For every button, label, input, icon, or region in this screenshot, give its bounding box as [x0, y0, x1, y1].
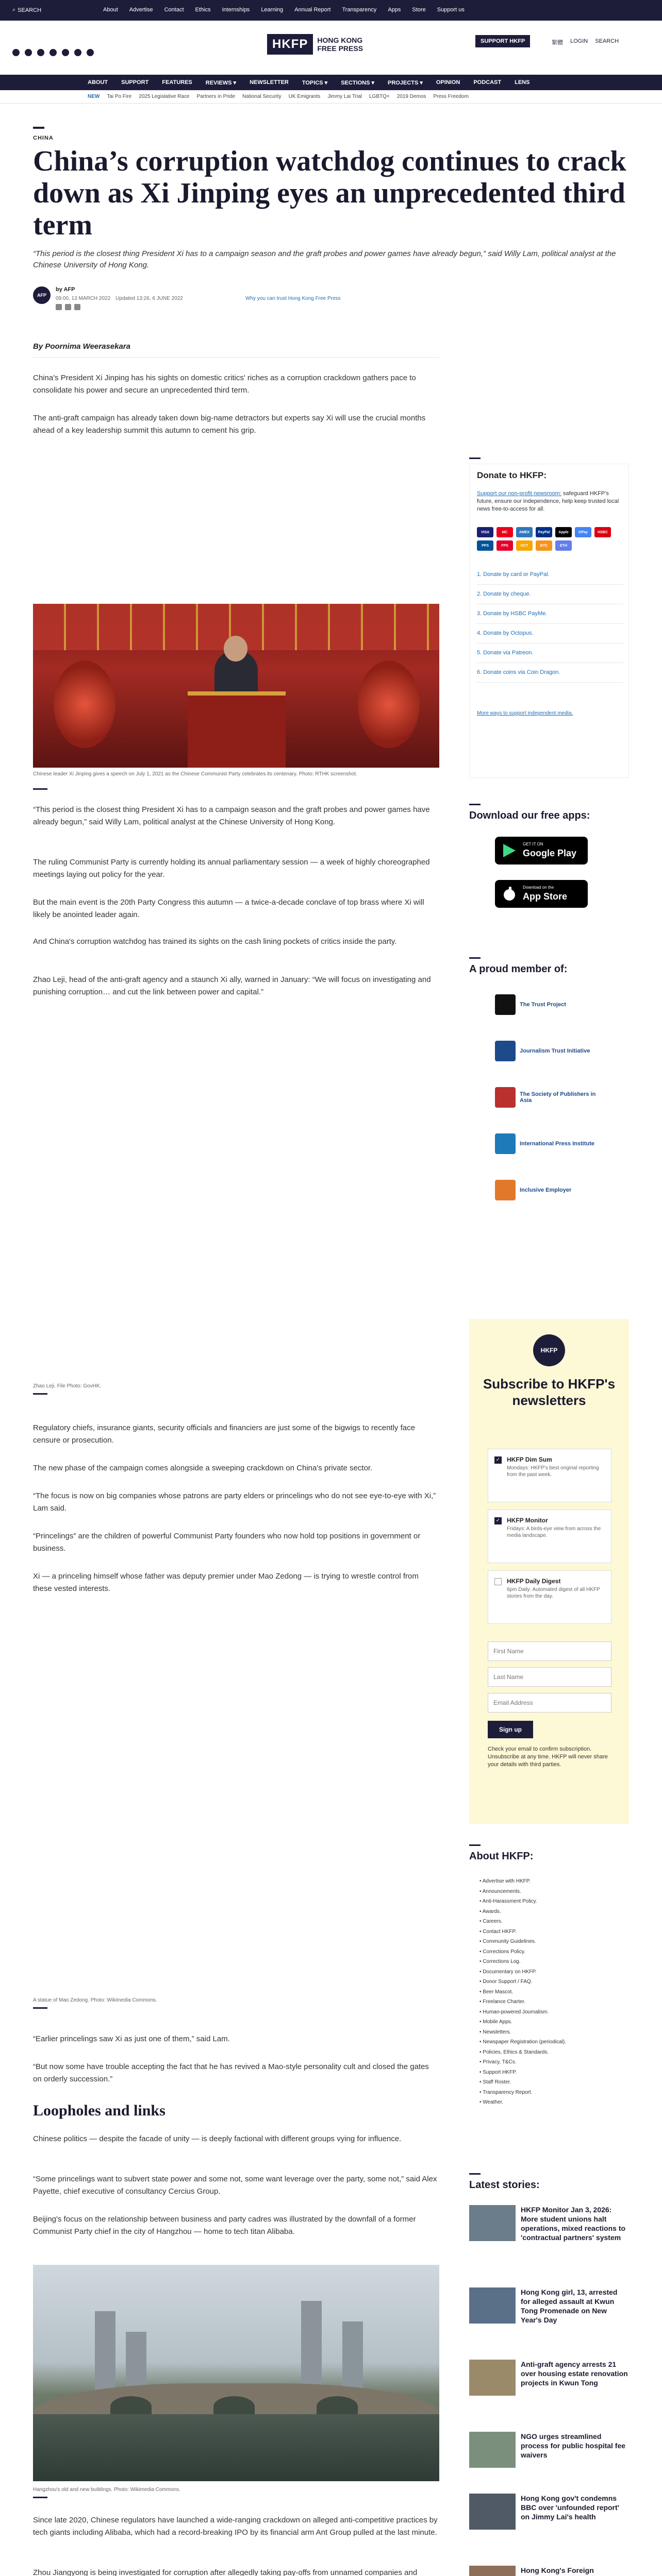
nav-item[interactable]: SECTIONS ▾ [341, 80, 374, 86]
donate-option[interactable]: 3. Donate by HSBC PayMe. [477, 604, 623, 624]
top-link[interactable]: Advertise [129, 7, 153, 13]
paragraph: Since late 2020, Chinese regulators have launched a wide-ranging crackdown on alleged anti-competitive practices by tech giants including Alibaba, which had a record-breaking IPO by its financial arm Ant Group pulled at the last minute. [33, 2516, 438, 2537]
paragraph: “Earlier princelings saw Xi as just one of them,” said Lam. [33, 2035, 230, 2043]
newsletter-option-monitor[interactable]: ✓ HKFP Monitor Fridays: A birds-eye view from across the media landscape. [488, 1510, 611, 1563]
top-link[interactable]: Store [412, 7, 426, 13]
signup-button[interactable]: Sign up [488, 1721, 533, 1738]
author-avatar[interactable]: AFP [33, 286, 51, 304]
top-link[interactable]: Annual Report [294, 7, 331, 13]
search-icon: ⌕ [12, 7, 16, 13]
payment-method-icon: BTC [536, 540, 552, 551]
about-link[interactable]: • Corrections Log. [479, 1957, 624, 1967]
story-thumbnail [469, 2494, 516, 2530]
payment-method-icon: PayPal [536, 527, 552, 537]
subnav-item[interactable]: National Security [242, 94, 282, 99]
top-link[interactable]: Support us [437, 7, 465, 13]
google-play-big: Google Play [523, 848, 577, 858]
instagram-icon[interactable] [37, 49, 44, 56]
paragraph: Beijing's focus on the relationship between business and party cadres was illustrated by the downfall of a former Communist Party chief in the city of Hangzhou — home to tech titan Alibaba. [33, 2215, 416, 2236]
about-link[interactable]: • Awards. [479, 1907, 624, 1917]
about-link[interactable]: • Human-powered Journalism. [479, 2007, 624, 2018]
story-thumbnail [469, 2287, 516, 2324]
photo-caption: Chinese leader Xi Jinping gives a speech on July 1, 2021 as the Chinese Communist Party celebrates its centenary. Photo: RTHK screenshot. [33, 771, 357, 777]
photo-caption: A statue of Mao Zedong. Photo: Wikimedia Commons. [33, 1997, 157, 2003]
latest-story[interactable]: Hong Kong gov't condemns BBC over 'unfounded report' on Jimmy Lai's health [469, 2494, 629, 2540]
main-nav-list [88, 79, 529, 86]
about-link[interactable]: • Support HKFP. [479, 2067, 624, 2078]
masthead [0, 21, 662, 75]
facebook-icon[interactable] [25, 49, 32, 56]
payment-method-icon: OCT [516, 540, 533, 551]
payment-method-icon: VISA [477, 527, 493, 537]
payment-method-icon: ETH [555, 540, 572, 551]
newsletter-title: Subscribe to HKFP's newsletters [483, 1376, 616, 1408]
logo-text [317, 36, 363, 53]
about-title: About HKFP: [469, 1851, 534, 1862]
caption-separator [33, 1393, 47, 1395]
share-icons [56, 304, 80, 310]
subnav-new-label: NEW [88, 94, 100, 99]
google-play-button[interactable] [495, 837, 588, 865]
hangzhou-photo [33, 2265, 439, 2481]
donate-box [469, 464, 629, 778]
subnav-item[interactable]: 2019 Demos [396, 94, 426, 99]
app-store-button[interactable] [495, 880, 588, 908]
paragraph: Zhao Leji, head of the anti-graft agency and a staunch Xi ally, warned in January: “We will focus on investigating and punishing corruption… and cut the link between power and capital.” [33, 975, 431, 996]
logo-line2: FREE PRESS [317, 44, 363, 53]
about-link[interactable]: • Contact HKFP. [479, 1927, 624, 1937]
story-thumbnail [469, 2360, 516, 2396]
member-inclusive-employer[interactable]: Inclusive Employer [495, 1180, 598, 1200]
latest-stories-title: Latest stories: [469, 2179, 540, 2191]
newsletter-note: Check your email to confirm subscription. Unsubscribe at any time. HKFP will never share your details with third parties. [488, 1746, 608, 1768]
subnav-item[interactable]: Press Freedom [433, 94, 469, 99]
caption-separator [33, 2497, 47, 2498]
payment-methods [477, 527, 623, 551]
subnav-item[interactable]: Jimmy Lai Trial [327, 94, 362, 99]
about-link[interactable]: • Documentary on HKFP. [479, 1967, 624, 1977]
top-link[interactable]: Ethics [195, 7, 211, 13]
subnav-item[interactable]: Tai Po Fire [107, 94, 132, 99]
trust-link[interactable]: Why you can trust Hong Kong Free Press [245, 296, 341, 301]
logo-box: HKFP [267, 34, 313, 55]
subnav-item[interactable]: 2025 Legislative Race [139, 94, 190, 99]
donate-option[interactable]: 6. Donate coins via Coin Dragon. [477, 663, 623, 683]
topic-subnav [0, 90, 662, 104]
section-heading: Loopholes and links [33, 2102, 166, 2119]
checkbox-unchecked-icon[interactable] [494, 1578, 502, 1585]
newsletter-option-digest[interactable]: HKFP Daily Digest 6pm Daily: Automated digest of all HKFP stories from the day. [488, 1570, 611, 1624]
article-headline: China’s corruption watchdog continues to crack down as Xi Jinping eyes an unprecedented third term [33, 145, 626, 241]
about-link[interactable]: • Mobile Apps. [479, 2017, 624, 2027]
google-play-icon [502, 843, 517, 858]
sidebar-bar [469, 2173, 481, 2175]
main-nav [0, 75, 662, 90]
about-link[interactable]: • Transparency Report. [479, 2088, 624, 2098]
paragraph: But the main event is the 20th Party Congress this autumn — a twice-a-decade conclave of top brass where Xi will likely be anointed leader again. [33, 898, 424, 919]
paragraph: The anti-graft campaign has already taken down big-name detractors but experts say Xi will use the crucial months ahead of a key leadership summit this autumn to cement his grip. [33, 414, 426, 435]
nav-item[interactable]: PODCAST [473, 79, 502, 86]
article-byline: By Poornima Weerasekara [33, 342, 130, 351]
about-link[interactable]: • Advertise with HKFP. [479, 1876, 624, 1887]
header-extra-link[interactable]: SEARCH [595, 38, 619, 44]
about-link[interactable]: • Corrections Policy. [479, 1947, 624, 1957]
member-sopa[interactable]: The Society of Publishers in Asia [495, 1087, 598, 1108]
nav-item[interactable]: PROJECTS ▾ [388, 80, 423, 86]
paragraph: The new phase of the campaign comes alongside a sweeping crackdown on China's private sector. [33, 1464, 373, 1472]
about-link[interactable]: • Announcements. [479, 1887, 624, 1897]
caption-separator [33, 2007, 47, 2009]
donate-option[interactable]: 2. Donate by cheque. [477, 585, 623, 604]
top-link[interactable]: Learning [261, 7, 284, 13]
about-link[interactable]: • Newspaper Registration (periodical). [479, 2037, 624, 2047]
top-link[interactable]: About [103, 7, 118, 13]
telegram-icon[interactable] [74, 49, 81, 56]
author-name[interactable]: by AFP [56, 286, 75, 293]
app-store-small: Download on the [523, 885, 554, 890]
subnav-item[interactable]: LGBTQ+ [369, 94, 390, 99]
nav-item[interactable]: OPINION [436, 79, 460, 86]
latest-story[interactable]: Hong Kong girl, 13, arrested for alleged assault at Kwun Tong Promenade on New Year's Day [469, 2287, 629, 2334]
apps-title: Download our free apps: [469, 810, 590, 821]
share-facebook-icon[interactable] [56, 304, 62, 310]
social-icons [12, 49, 94, 56]
rss-icon[interactable] [87, 49, 94, 56]
paragraph: “The focus is now on big companies whose patrons are party elders or princelings who do not see eye-to-eye with Xi,” Lam said. [33, 1492, 436, 1513]
member-trust-project[interactable]: The Trust Project [495, 994, 598, 1015]
about-link[interactable]: • Community Guidelines. [479, 1937, 624, 1947]
linkedin-icon[interactable] [62, 49, 69, 56]
logo-line1: HONG KONG [317, 36, 363, 44]
top-utility-bar [0, 0, 662, 21]
paragraph: “Some princelings want to subvert state power and some not, some want leverage over the party, some not,” said Alex Payette, chief executive of consultancy Cercius Group. [33, 2175, 437, 2196]
apple-icon [502, 886, 517, 902]
sidebar-bar [469, 804, 481, 805]
proud-member-title: A proud member of: [469, 963, 568, 975]
latest-story[interactable]: Hong Kong's Foreign [469, 2566, 629, 2576]
topic-subnav-list [88, 94, 469, 99]
byline-rule [33, 357, 439, 358]
sidebar-bar [469, 457, 481, 459]
payment-method-icon: Apple [555, 527, 572, 537]
story-thumbnail [469, 2205, 516, 2241]
donate-lead-text: safeguard HKFP's future, ensure our independence, help keep trusted local news free-to-access for all. [477, 490, 619, 512]
about-link[interactable]: • Anti-Harassment Policy. [479, 1896, 624, 1907]
nav-item[interactable]: ABOUT [88, 79, 108, 86]
donate-option[interactable]: 1. Donate by card or PayPal. [477, 565, 623, 585]
nav-item[interactable]: LENS [515, 79, 530, 86]
about-links [479, 1876, 624, 2108]
paragraph: Xi — a princeling himself whose father was deputy premier under Mao Zedong — is trying to wrestle control from these vested interests. [33, 1572, 419, 1593]
paragraph: The ruling Communist Party is currently holding its annual parliamentary session — a week of highly choreographed meetings laying out policy for the year. [33, 858, 430, 879]
donate-lead [477, 490, 621, 513]
article-kicker[interactable]: CHINA [33, 135, 54, 141]
payment-method-icon: GPay [575, 527, 591, 537]
donate-option[interactable]: 5. Donate via Patreon. [477, 643, 623, 663]
member-ipi[interactable]: International Press Institute [495, 1133, 598, 1154]
photo-caption: Zhao Leji. File Photo: GovHK. [33, 1383, 102, 1389]
newsletter-option-dimsum[interactable]: ✓ HKFP Dim Sum Mondays: HKFP's best original reporting from the past week. [488, 1449, 611, 1502]
header-extra-link[interactable]: 繁體 [552, 40, 563, 46]
top-links [103, 7, 465, 13]
top-link[interactable]: Transparency [342, 7, 377, 13]
article-dek: “This period is the closest thing President Xi has to a campaign season and the graft probes and power games have already begun,” said Willy Lam, political analyst at the Chinese University of Hong Kong. [33, 249, 616, 269]
about-link[interactable]: • Beer Mascot. [479, 1987, 624, 1997]
checkbox-checked-icon[interactable]: ✓ [494, 1517, 502, 1524]
story-thumbnail [469, 2566, 516, 2576]
article-dates [56, 296, 183, 301]
subnav-item[interactable]: Partners in Pride [196, 94, 236, 99]
payment-method-icon: HSBC [594, 527, 611, 537]
nav-item[interactable]: FEATURES [162, 79, 192, 86]
paragraph: Chinese politics — despite the facade of unity — is deeply factional with different groups vying for influence. [33, 2134, 402, 2143]
first-name-field[interactable]: First Name [488, 1641, 611, 1661]
share-email-icon[interactable] [74, 304, 80, 310]
donate-option[interactable]: 4. Donate by Octopus. [477, 624, 623, 643]
paragraph: And China's corruption watchdog has trained its sights on the cash lining pockets of critics inside the party. [33, 937, 397, 946]
twitter-icon[interactable] [12, 49, 20, 56]
nav-item[interactable]: SUPPORT [121, 79, 149, 86]
google-play-small: GET IT ON [523, 842, 543, 846]
donate-more-link[interactable]: More ways to support independent media. [477, 710, 573, 716]
support-hkfp-button[interactable]: SUPPORT HKFP [475, 35, 530, 47]
donate-title: Donate to HKFP: [477, 470, 547, 480]
about-link[interactable]: • Freelance Charter. [479, 1997, 624, 2007]
top-search-label: SEARCH [18, 7, 42, 13]
nav-item[interactable]: REVIEWS ▾ [205, 80, 237, 86]
photo-caption: Hangzhou's old and new buildings. Photo: Wikimedia Commons. [33, 2487, 180, 2493]
xi-jinping-photo [33, 604, 439, 768]
header-extra-links [552, 38, 619, 46]
checkbox-checked-icon[interactable]: ✓ [494, 1456, 502, 1464]
about-link[interactable]: • Weather. [479, 2097, 624, 2108]
youtube-icon[interactable] [49, 49, 57, 56]
donate-options [477, 565, 623, 683]
latest-story[interactable]: NGO urges streamlined process for public hospital fee waivers [469, 2432, 629, 2478]
about-link[interactable]: • Policies, Ethics & Standards. [479, 2047, 624, 2058]
newsletter-box [469, 1319, 629, 1824]
sidebar-bar [469, 1844, 481, 1846]
latest-story[interactable]: HKFP Monitor Jan 3, 2026: More student unions halt operations, mixed reactions to 'contractual partners' system [469, 2205, 629, 2251]
newsletter-logo: HKFP [533, 1334, 565, 1366]
payment-method-icon: PPS [477, 540, 493, 551]
about-link[interactable]: • Newsletters. [479, 2027, 624, 2038]
updated-date: Updated 13:26, 6 JUNE 2022 [115, 296, 183, 301]
top-search-button[interactable] [12, 7, 41, 13]
share-twitter-icon[interactable] [65, 304, 71, 310]
subnav-item[interactable]: UK Emigrants [288, 94, 321, 99]
about-link[interactable]: • Careers. [479, 1917, 624, 1927]
top-link[interactable]: Contact [164, 7, 184, 13]
about-link[interactable]: • Staff Roster. [479, 2077, 624, 2088]
top-link[interactable]: Internships [222, 7, 250, 13]
payment-method-icon: AMEX [516, 527, 533, 537]
email-field[interactable]: Email Address [488, 1693, 611, 1713]
donate-lead-link[interactable]: Support our non-profit newsroom: [477, 490, 561, 497]
paragraph: “This period is the closest thing President Xi has to a campaign season and the graft probes and power games have already begun,” said Willy Lam, political analyst at the Chinese University of Hong Kong. [33, 805, 430, 826]
caption-separator [33, 788, 47, 790]
paragraph: China's President Xi Jinping has his sights on domestic critics' riches as a corruption crackdown gathers pace to consolidate his power and secure an unprecedented third term. [33, 374, 416, 395]
paragraph: Regulatory chiefs, insurance giants, security officials and financiers are just some of the bigwigs to recently face censure or prosecution. [33, 1423, 415, 1445]
payment-method-icon: FPS [496, 540, 513, 551]
header-extra-link[interactable]: LOGIN [570, 38, 588, 44]
last-name-field[interactable]: Last Name [488, 1667, 611, 1687]
payment-method-icon: MC [496, 527, 513, 537]
published-date: 09:00, 13 MARCH 2022 [56, 296, 111, 301]
kicker-bar [33, 127, 44, 129]
nav-item[interactable]: NEWSLETTER [250, 79, 289, 86]
nav-item[interactable]: TOPICS ▾ [302, 80, 328, 86]
paragraph: “But now some have trouble accepting the fact that he has revived a Mao-style personality cult and closed the gates on orderly succession.” [33, 2062, 429, 2083]
latest-story[interactable]: Anti-graft agency arrests 21 over housing estate renovation projects in Kwun Tong [469, 2360, 629, 2406]
top-link[interactable]: Apps [388, 7, 401, 13]
site-logo[interactable] [267, 34, 363, 55]
sidebar-bar [469, 957, 481, 959]
paragraph: Zhou Jiangyong is being investigated for corruption after allegedly taking pay-offs from unnamed companies and [33, 2568, 418, 2576]
app-store-big: App Store [523, 891, 568, 902]
story-thumbnail [469, 2432, 516, 2468]
member-jti[interactable]: Journalism Trust Initiative [495, 1041, 598, 1061]
about-link[interactable]: • Privacy, T&Cs. [479, 2057, 624, 2067]
paragraph: “Princelings” are the children of powerful Communist Party founders who now hold top positions in government or business. [33, 1532, 421, 1553]
about-link[interactable]: • Donor Support / FAQ. [479, 1977, 624, 1987]
author-row [33, 286, 445, 307]
